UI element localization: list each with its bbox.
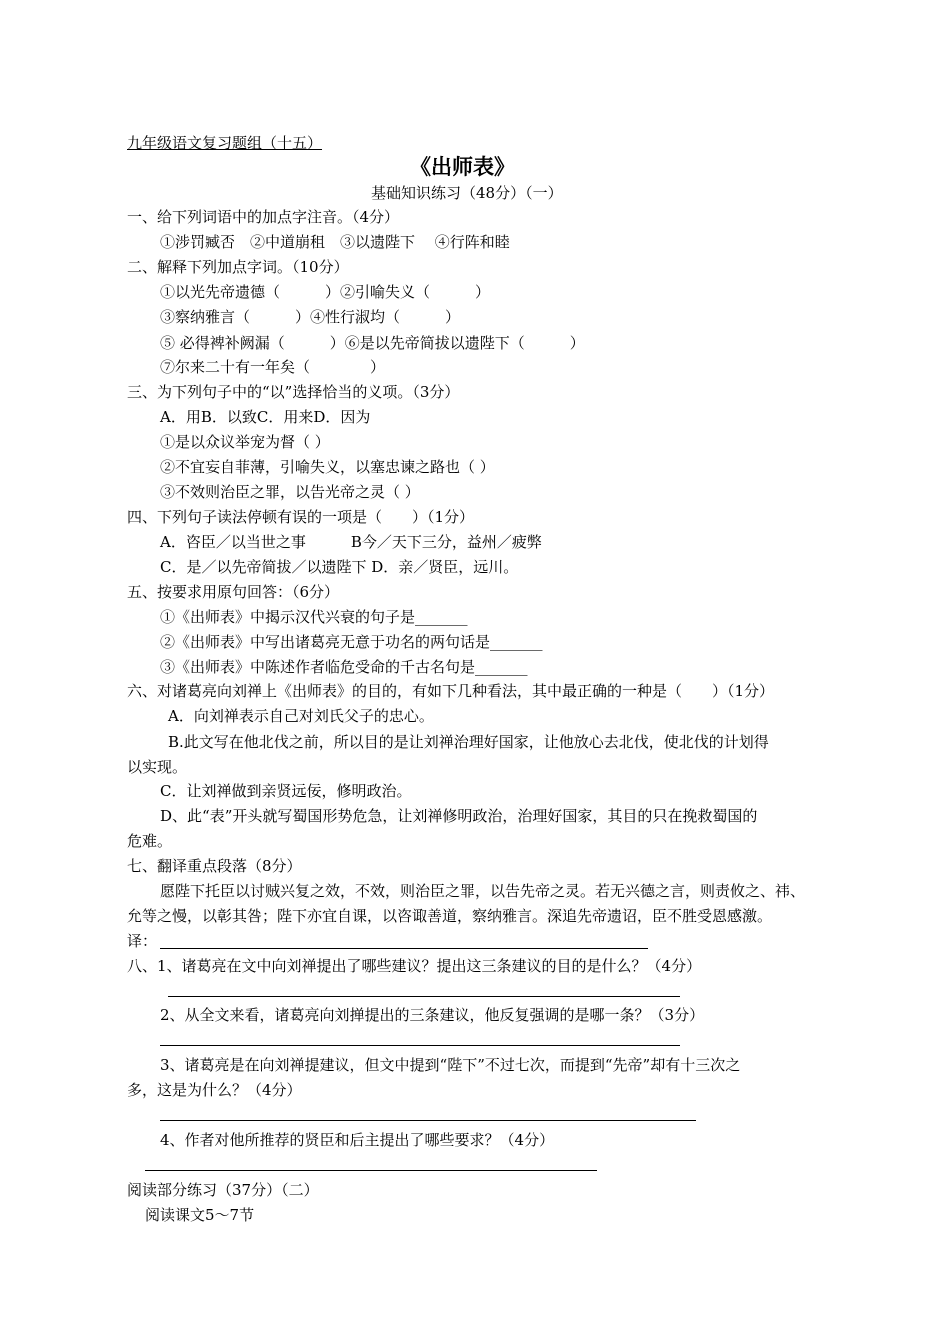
q8-sub-3: 3、诸葛亮是在向刘禅提建议，但文中提到“陛下”不过七次，而提到“先帝”却有十三次之 xyxy=(160,1056,741,1074)
q6-option-a: A．向刘禅表示自己对刘氏父子的忠心。 xyxy=(168,707,434,725)
q5-item-2: ②《出师表》中写出诸葛亮无意于功名的两句话是_______ xyxy=(160,633,543,651)
q8-answer-line-2 xyxy=(160,1045,680,1046)
q3-sentence-1: ①是以众议举宠为督（ ） xyxy=(160,433,330,451)
q2-line4: ⑦尔来二十有一年矣（ ） xyxy=(160,358,386,376)
q7-passage-2: 允等之慢，以彰其咎；陛下亦宜自课，以咨诹善道，察纳雅言。深追先帝遗诏，臣不胜受恩感激。 xyxy=(127,907,773,925)
q7-answer-line xyxy=(160,948,648,949)
q8-sub-3-cont: 多，这是为什么？（4分） xyxy=(127,1081,302,1099)
q3-sentence-2: ②不宜妄自菲薄，引喻失义，以塞忠谏之路也（ ） xyxy=(160,458,495,476)
doc-title: 《出师表》 xyxy=(410,155,515,179)
q8-answer-line-4 xyxy=(145,1170,597,1171)
q8-sub-4: 4、作者对他所推荐的贤臣和后主提出了哪些要求？（4分） xyxy=(160,1131,555,1149)
q6-option-d-cont: 危难。 xyxy=(127,832,173,850)
q6-option-b: B.此文写在他北伐之前，所以目的是让刘禅治理好国家，让他放心去北伐，使北伐的计划得 xyxy=(168,733,769,751)
q2-line1: ①以光先帝遗德（ ）②引喻失义（ ） xyxy=(160,283,491,301)
q7-passage-1: 愿陛下托臣以讨贼兴复之效，不效，则治臣之罪，以告先帝之灵。若无兴德之言，则责攸之、祎、 xyxy=(160,882,806,900)
q2-line2: ③察纳雅言（ ）④性行淑均（ ） xyxy=(160,308,461,326)
q6-option-d: D、此“表”开头就写蜀国形势危急，让刘禅修明政治，治理好国家，其目的只在挽救蜀国的 xyxy=(160,807,758,825)
q4-heading: 四、下列句子读法停顿有误的一项是（ ）（1分） xyxy=(127,508,475,526)
q8-sub-2: 2、从全文来看，诸葛亮向刘掸提出的三条建议，他反复强调的是哪一条？（3分） xyxy=(160,1006,705,1024)
q5-heading: 五、按要求用原句回答：（6分） xyxy=(127,583,340,601)
q4-options-cd: C．是／以先帝简拔／以遗陛下 D．亲／贤臣，远川。 xyxy=(160,558,519,576)
doc-header: 九年级语文复习题组（十五） xyxy=(127,134,323,152)
q4-options-ab: A．咨臣／以当世之事 B今／天下三分，益州／疲弊 xyxy=(160,533,542,551)
q1-heading: 一、给下列词语中的加点字注音。（4分） xyxy=(127,208,400,226)
q3-sentence-3: ③不效则治臣之罪，以告光帝之灵（ ） xyxy=(160,483,420,501)
q8-sub-1: 八、1、诸葛亮在文中向刘禅提出了哪些建议？提出这三条建议的目的是什么？（4分） xyxy=(127,957,702,975)
q7-heading: 七、翻译重点段落（8分） xyxy=(127,857,302,875)
q3-options: A．用B．以致C．用来D．因为 xyxy=(160,408,371,426)
q6-option-c: C．让刘禅做到亲贤远佞，修明政治。 xyxy=(160,782,412,800)
reading-subheading: 阅读课文5～7节 xyxy=(145,1206,255,1224)
q6-option-b-cont: 以实现。 xyxy=(127,758,188,776)
q7-translate-label: 译： xyxy=(127,932,158,950)
doc-subtitle: 基础知识练习（48分）（一） xyxy=(371,184,563,202)
q5-item-3: ③《出师表》中陈述作者临危受命的千古名句是_______ xyxy=(160,658,528,676)
q3-heading: 三、为下列句子中的“以”选择恰当的义项。（3分） xyxy=(127,383,460,401)
q8-answer-line-3 xyxy=(160,1120,696,1121)
q6-heading: 六、对诸葛亮向刘禅上《出师表》的目的，有如下几种看法，其中最正确的一种是（ ）（1分） xyxy=(127,682,775,700)
q2-line3: ⑤ 必得裨补阙漏（ ）⑥是以先帝简拔以遗陛下（ ） xyxy=(160,334,585,352)
q5-item-1: ①《出师表》中揭示汉代兴衰的句子是_______ xyxy=(160,608,468,626)
q2-heading: 二、解释下列加点字词。（10分） xyxy=(127,258,349,276)
q1-items: ①涉罚臧否 ②中道崩租 ③以遗陛下 ④行阵和睦 xyxy=(160,233,510,251)
reading-heading: 阅读部分练习（37分）（二） xyxy=(127,1181,319,1199)
q8-answer-line-1 xyxy=(168,996,680,997)
